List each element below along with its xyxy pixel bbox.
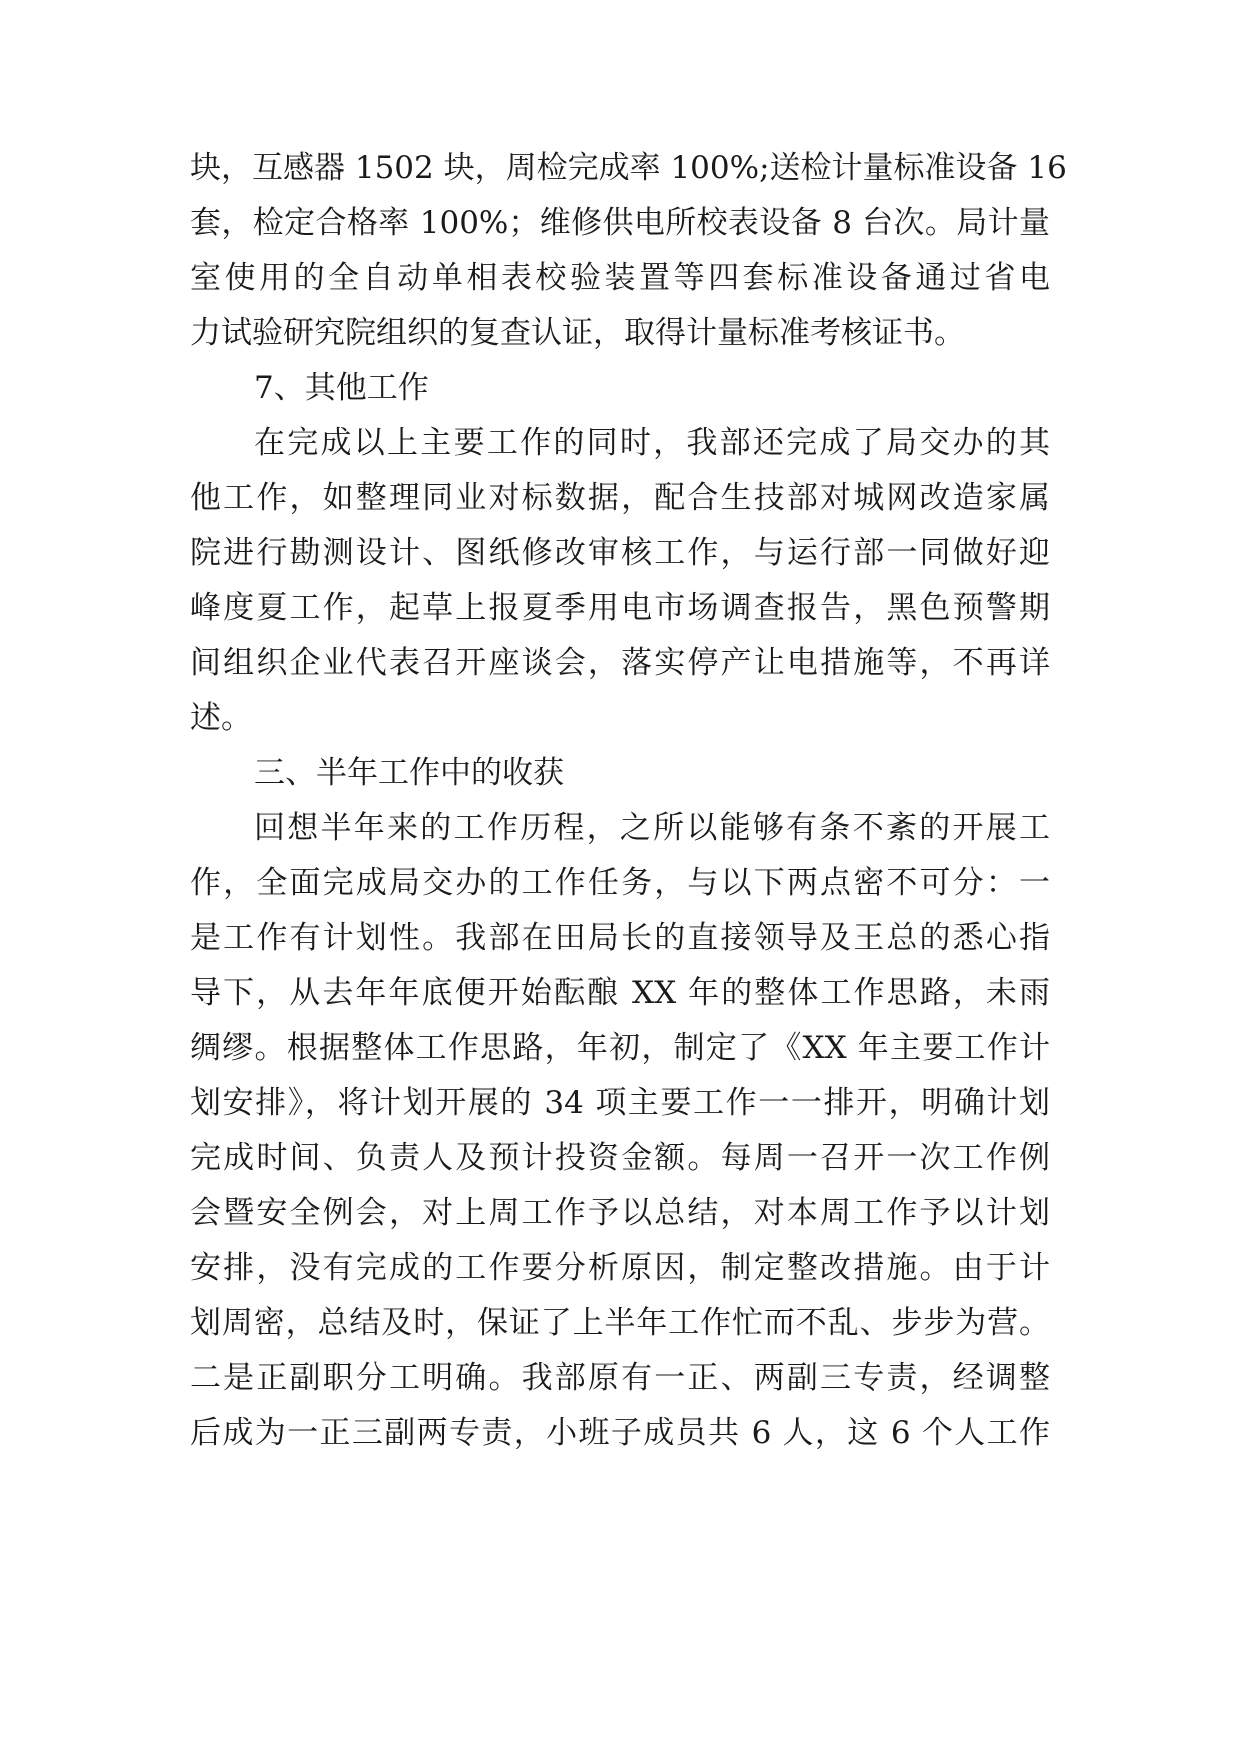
text-line: 完成时间、负责人及预计投资金额。每周一召开一次工作例 (190, 1140, 1050, 1176)
text-line: 会暨安全例会，对上周工作予以总结，对本周工作予以计划 (190, 1195, 1050, 1231)
text-line: 二是正副职分工明确。我部原有一正、两副三专责，经调整 (190, 1360, 1050, 1396)
text-line: 回想半年来的工作历程，之所以能够有条不紊的开展工 (254, 810, 1050, 846)
text-line: 在完成以上主要工作的同时，我部还完成了局交办的其 (254, 425, 1050, 461)
text-line: 套，检定合格率 100%；维修供电所校表设备 8 台次。局计量 (190, 205, 1050, 241)
text-line: 室使用的全自动单相表校验装置等四套标准设备通过省电 (190, 260, 1050, 296)
text-line: 他工作，如整理同业对标数据，配合生技部对城网改造家属 (190, 480, 1050, 516)
text-line: 导下，从去年年底便开始酝酿 XX 年的整体工作思路，未雨 (190, 975, 1050, 1011)
text-line: 力试验研究院组织的复查认证，取得计量标准考核证书。 (190, 315, 965, 351)
text-line: 划周密，总结及时，保证了上半年工作忙而不乱、步步为营。 (190, 1305, 1050, 1341)
text-line: 是工作有计划性。我部在田局长的直接领导及王总的悉心指 (190, 920, 1050, 956)
section-heading: 三、半年工作中的收获 (254, 755, 564, 791)
text-line: 块，互感器 1502 块，周检完成率 100%;送检计量标准设备 16 (190, 150, 1067, 186)
text-line: 划安排》，将计划开展的 34 项主要工作一一排开，明确计划 (190, 1085, 1050, 1121)
text-line: 间组织企业代表召开座谈会，落实停产让电措施等，不再详 (190, 645, 1050, 681)
text-line: 安排，没有完成的工作要分析原因，制定整改措施。由于计 (190, 1250, 1050, 1286)
text-line: 后成为一正三副两专责，小班子成员共 6 人，这 6 个人工作 (190, 1415, 1050, 1451)
text-line: 作，全面完成局交办的工作任务，与以下两点密不可分：一 (190, 865, 1050, 901)
text-line: 述。 (190, 700, 252, 736)
text-line: 院进行勘测设计、图纸修改审核工作，与运行部一同做好迎 (190, 535, 1050, 571)
text-line: 峰度夏工作，起草上报夏季用电市场调查报告，黑色预警期 (190, 590, 1050, 626)
text-line: 绸缪。根据整体工作思路，年初，制定了《XX 年主要工作计 (190, 1030, 1050, 1066)
section-heading: 7、其他工作 (254, 370, 429, 406)
